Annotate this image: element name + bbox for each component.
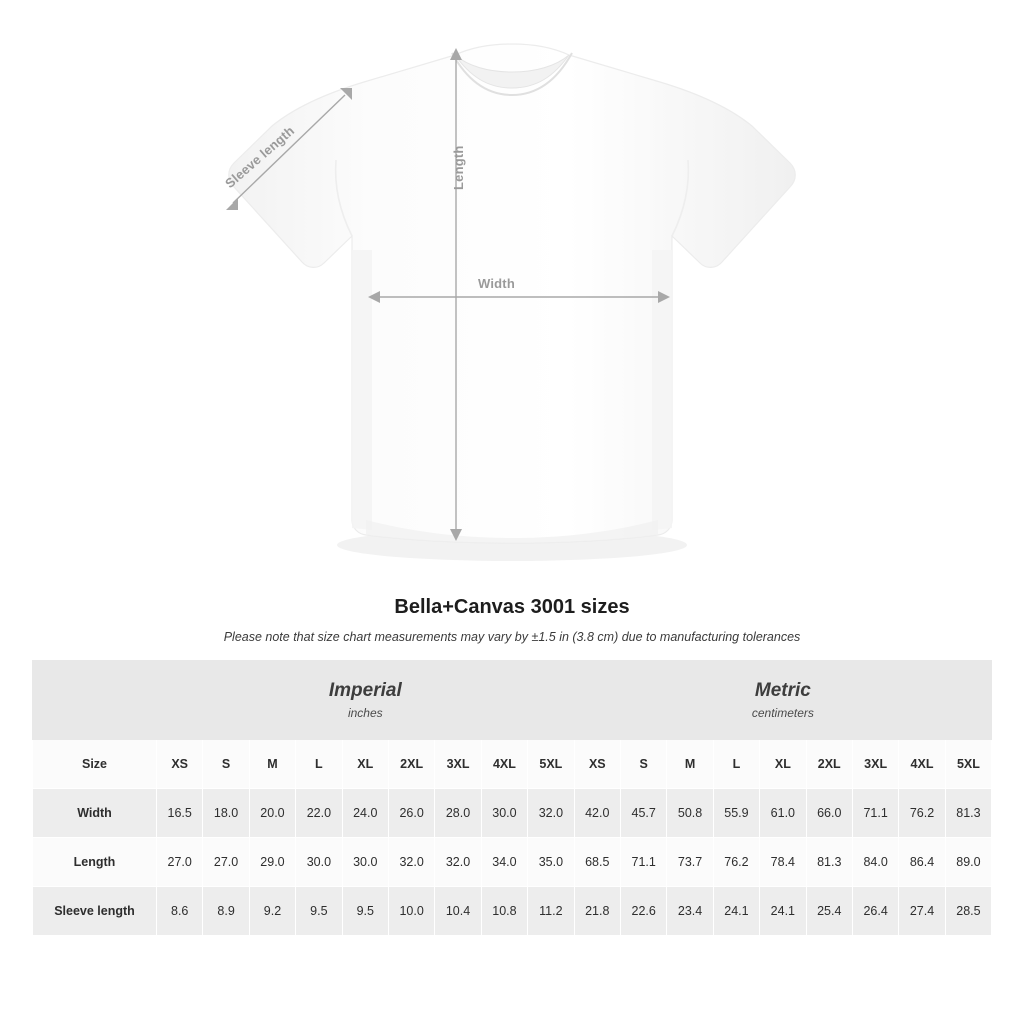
cell-width: 22.0	[296, 789, 342, 838]
cell-sleeve: 26.4	[852, 887, 898, 936]
cell-length: 86.4	[899, 838, 945, 887]
page-title: Bella+Canvas 3001 sizes	[394, 596, 630, 618]
size-header-cell: XL	[760, 740, 806, 789]
cell-width: 61.0	[760, 789, 806, 838]
size-chart-table-wrap	[32, 660, 992, 936]
cell-width: 45.7	[620, 789, 666, 838]
cell-sleeve: 8.6	[157, 887, 203, 936]
cell-width: 18.0	[203, 789, 249, 838]
unit-group-imperial	[157, 661, 575, 740]
table-row	[33, 838, 992, 887]
size-header-cell: S	[620, 740, 666, 789]
cell-width: 81.3	[945, 789, 991, 838]
cell-length: 68.5	[574, 838, 620, 887]
cell-length: 29.0	[249, 838, 295, 887]
size-header-cell: 5XL	[945, 740, 991, 789]
size-header-cell: L	[713, 740, 759, 789]
size-header-cell: 3XL	[852, 740, 898, 789]
cell-width: 76.2	[899, 789, 945, 838]
cell-length: 27.0	[157, 838, 203, 887]
cell-sleeve: 10.4	[435, 887, 481, 936]
cell-length: 30.0	[342, 838, 388, 887]
size-chart-table	[32, 660, 992, 936]
cell-width: 24.0	[342, 789, 388, 838]
cell-length: 71.1	[620, 838, 666, 887]
size-header-row	[33, 740, 992, 789]
size-header-cell: M	[249, 740, 295, 789]
cell-width: 26.0	[388, 789, 434, 838]
unit-group-metric-sub: centimeters	[751, 705, 814, 720]
size-header-cell: XS	[157, 740, 203, 789]
unit-group-metric-name: Metric	[754, 680, 811, 702]
size-header-cell: L	[296, 740, 342, 789]
chart-title-block	[0, 596, 1024, 644]
cell-length: 34.0	[481, 838, 527, 887]
cell-sleeve: 10.0	[388, 887, 434, 936]
cell-width: 71.1	[852, 789, 898, 838]
size-header-cell: 2XL	[806, 740, 852, 789]
cell-length: 84.0	[852, 838, 898, 887]
cell-width: 30.0	[481, 789, 527, 838]
unit-group-imperial-sub: inches	[347, 705, 383, 720]
cell-sleeve: 24.1	[713, 887, 759, 936]
cell-length: 30.0	[296, 838, 342, 887]
cell-width: 66.0	[806, 789, 852, 838]
cell-length: 89.0	[945, 838, 991, 887]
size-header-cell: 5XL	[528, 740, 574, 789]
unit-header-row	[33, 661, 992, 740]
cell-length: 76.2	[713, 838, 759, 887]
cell-sleeve: 27.4	[899, 887, 945, 936]
cell-length: 35.0	[528, 838, 574, 887]
row-label-sleeve-length: Sleeve length	[33, 887, 157, 936]
cell-length: 73.7	[667, 838, 713, 887]
row-label-header: Size	[33, 740, 157, 789]
cell-width: 28.0	[435, 789, 481, 838]
cell-sleeve: 25.4	[806, 887, 852, 936]
row-label-length: Length	[33, 838, 157, 887]
size-header-cell: XL	[342, 740, 388, 789]
size-header-cell: 2XL	[388, 740, 434, 789]
cell-sleeve: 24.1	[760, 887, 806, 936]
size-header-cell: XS	[574, 740, 620, 789]
annotation-width: Width	[478, 276, 515, 291]
table-corner-cell	[33, 661, 157, 740]
cell-sleeve: 21.8	[574, 887, 620, 936]
cell-sleeve: 9.5	[342, 887, 388, 936]
size-header-cell: 4XL	[481, 740, 527, 789]
measurement-note: Please note that size chart measurements may vary by ±1.5 in (3.8 cm) due to manufacturing tolerances	[223, 630, 801, 644]
size-header-cell: S	[203, 740, 249, 789]
cell-sleeve: 11.2	[528, 887, 574, 936]
cell-width: 16.5	[157, 789, 203, 838]
cell-width: 55.9	[713, 789, 759, 838]
table-row	[33, 887, 992, 936]
cell-sleeve: 8.9	[203, 887, 249, 936]
cell-width: 20.0	[249, 789, 295, 838]
cell-width: 32.0	[528, 789, 574, 838]
cell-sleeve: 9.2	[249, 887, 295, 936]
cell-width: 50.8	[667, 789, 713, 838]
cell-width: 42.0	[574, 789, 620, 838]
cell-length: 78.4	[760, 838, 806, 887]
cell-length: 27.0	[203, 838, 249, 887]
size-header-cell: M	[667, 740, 713, 789]
cell-length: 81.3	[806, 838, 852, 887]
cell-sleeve: 23.4	[667, 887, 713, 936]
cell-sleeve: 10.8	[481, 887, 527, 936]
annotation-length: Length	[451, 145, 466, 190]
cell-length: 32.0	[435, 838, 481, 887]
size-header-cell: 4XL	[899, 740, 945, 789]
size-header-cell: 3XL	[435, 740, 481, 789]
table-row	[33, 789, 992, 838]
cell-length: 32.0	[388, 838, 434, 887]
unit-group-metric	[574, 661, 992, 740]
annotation-sleeve-length: Sleeve length	[222, 122, 298, 191]
cell-sleeve: 22.6	[620, 887, 666, 936]
cell-sleeve: 9.5	[296, 887, 342, 936]
row-label-width: Width	[33, 789, 157, 838]
unit-group-imperial-name: Imperial	[328, 680, 402, 702]
cell-sleeve: 28.5	[945, 887, 991, 936]
